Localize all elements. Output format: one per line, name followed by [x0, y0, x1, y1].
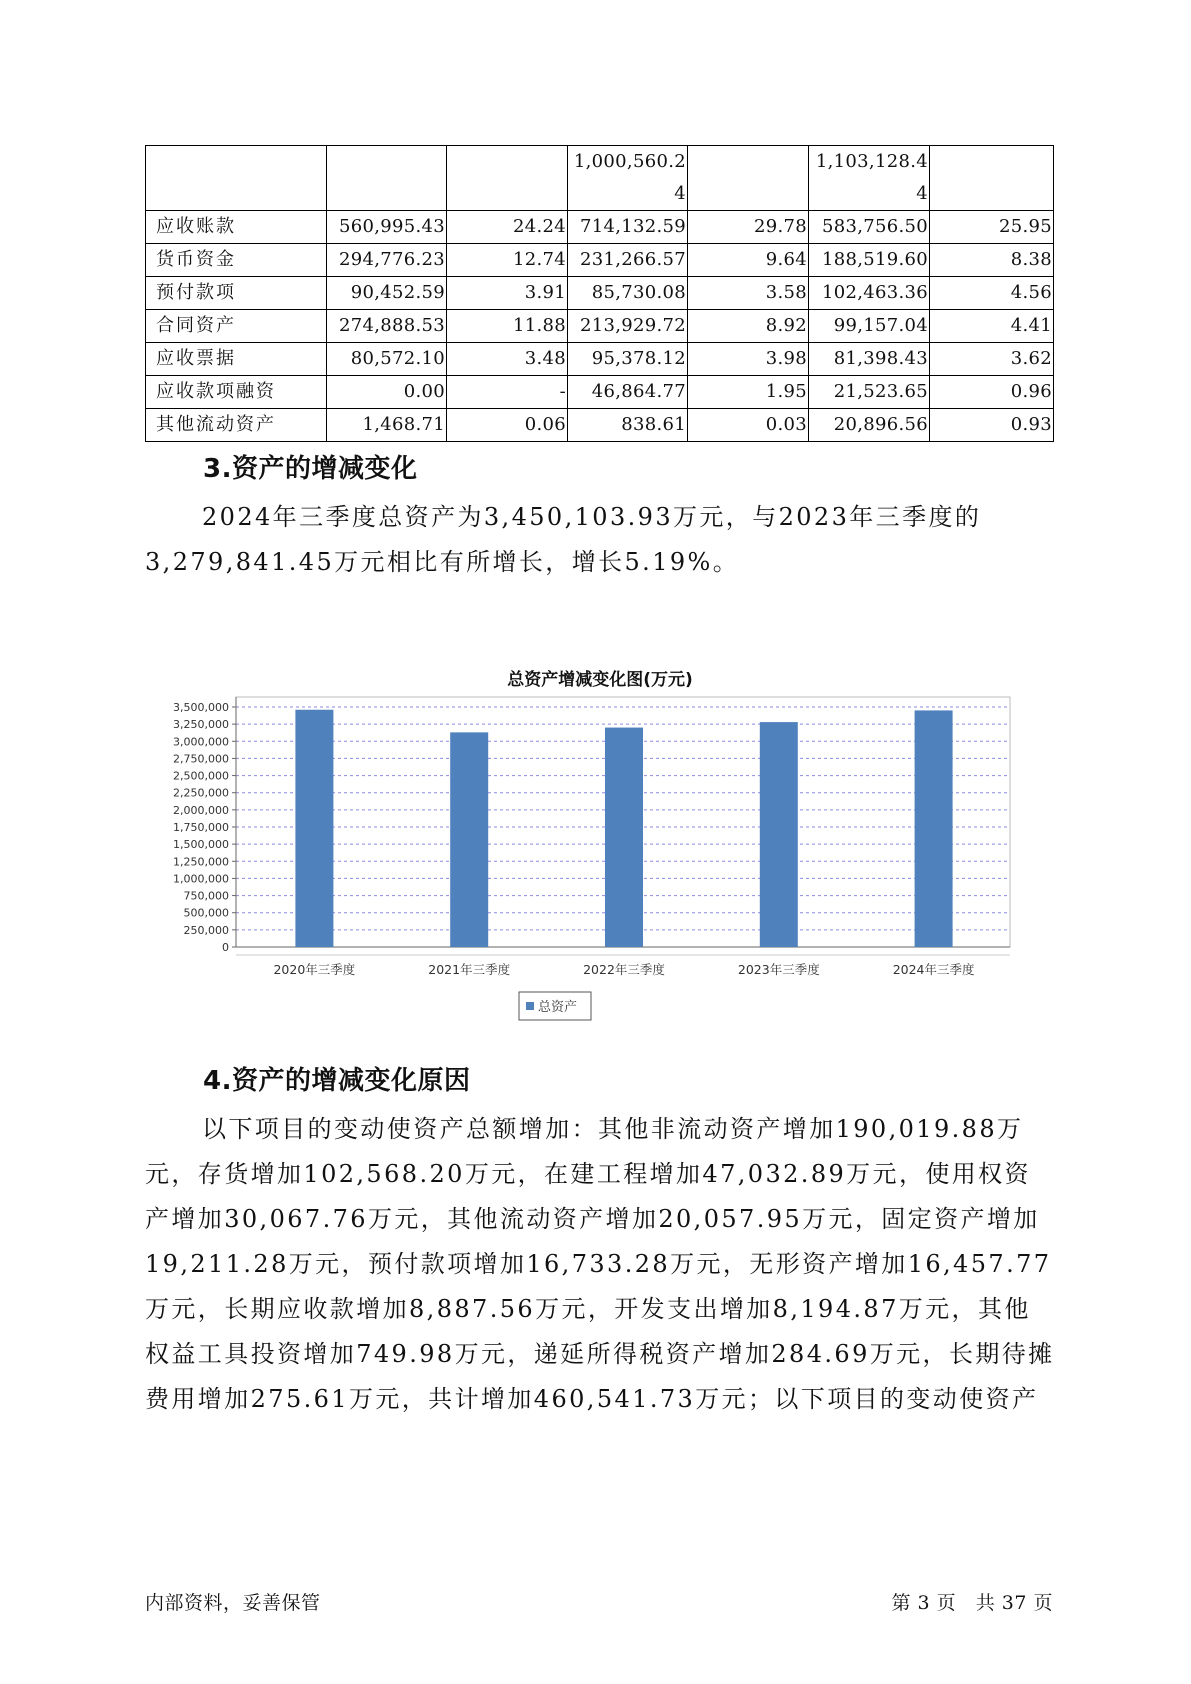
page-number: 第 3 页 共 37 页 — [891, 1592, 1053, 1614]
y-tick-label: 250,000 — [183, 923, 229, 937]
value-cell: 274,888.53 — [327, 310, 447, 343]
percent-cell: 8.92 — [688, 310, 809, 343]
table-row — [146, 343, 1054, 376]
legend-swatch — [526, 1002, 534, 1010]
y-tick-label: 2,500,000 — [173, 769, 229, 783]
row-label: 预付款项 — [146, 277, 327, 310]
value-cell: 46,864.77 — [568, 376, 688, 409]
percent-cell: 12.74 — [447, 244, 568, 277]
asset-table-body — [146, 146, 1054, 442]
x-tick-label: 2021年三季度 — [428, 962, 511, 977]
percent-cell: 0.03 — [688, 409, 809, 442]
percent-cell: 0.96 — [930, 376, 1054, 409]
wrapped-value: 1,000,560.24 — [573, 151, 686, 204]
section-paragraph: 2024年三季度总资产为3,450,103.93万元，与2023年三季度的3,279,841.45万元相比有所增长，增长5.19%。 — [145, 503, 982, 576]
row-label: 合同资产 — [146, 310, 327, 343]
chart-canvas — [145, 655, 1055, 1105]
section-heading: 3.资产的增减变化 — [203, 454, 418, 484]
percent-cell: 24.24 — [447, 211, 568, 244]
row-label: 货币资金 — [146, 244, 327, 277]
table-cell — [809, 146, 930, 211]
legend-label: 总资产 — [538, 1000, 578, 1015]
y-tick-label: 3,000,000 — [173, 735, 229, 749]
footer-left: 内部资料，妥善保管 — [145, 1592, 321, 1614]
y-tick-label: 2,000,000 — [173, 803, 229, 817]
y-tick-label: 3,250,000 — [173, 718, 229, 732]
bar — [450, 732, 488, 947]
row-label: 应收票据 — [146, 343, 327, 376]
value-cell: 838.61 — [568, 409, 688, 442]
wrapped-value: 1,103,128.44 — [815, 151, 928, 204]
y-tick-label: 2,750,000 — [173, 752, 229, 766]
y-tick-label: 1,000,000 — [173, 872, 229, 886]
y-tick-label: 500,000 — [183, 906, 229, 920]
value-cell: 213,929.72 — [568, 310, 688, 343]
value-cell: 90,452.59 — [327, 277, 447, 310]
percent-cell: 3.62 — [930, 343, 1054, 376]
row-label: 应收款项融资 — [146, 376, 327, 409]
value-cell: 294,776.23 — [327, 244, 447, 277]
percent-cell: 3.48 — [447, 343, 568, 376]
y-tick-label: 1,500,000 — [173, 838, 229, 852]
value-cell: 231,266.57 — [568, 244, 688, 277]
percent-cell: 29.78 — [688, 211, 809, 244]
table-row — [146, 310, 1054, 343]
row-label: 其他流动资产 — [146, 409, 327, 442]
asset-table — [145, 145, 1054, 442]
section-paragraph: 以下项目的变动使资产总额增加：其他非流动资产增加190,019.88万元，存货增加102,568.20万元，在建工程增加47,032.89万元，使用权资产增加30,067.76万元，其他流动资产增加20,057.95万元，固定资产增加19,211.28万元，预付款项增加16,733.28万元，无形资产增加16,457.77万元，长期应收款增加8,887.56万元，开发支出增加8,194.87万元，其他权益工具投资增加749.98万元，递延所得税资产增加284.69万元，长期待摊费用增加275.61万元，共计增加460,541.73万元；以下项目的变动使资产 — [145, 1115, 1055, 1413]
percent-cell: 3.98 — [688, 343, 809, 376]
table-row — [146, 376, 1054, 409]
y-tick-label: 2,250,000 — [173, 786, 229, 800]
bar — [605, 728, 643, 947]
x-tick-label: 2022年三季度 — [583, 962, 665, 977]
value-cell: 85,730.08 — [568, 277, 688, 310]
percent-cell: 25.95 — [930, 211, 1054, 244]
bar — [295, 710, 333, 947]
value-cell: 80,572.10 — [327, 343, 447, 376]
table-cell — [327, 146, 447, 211]
percent-cell: 4.41 — [930, 310, 1054, 343]
section-heading: 4.资产的增减变化原因 — [203, 1066, 471, 1096]
percent-cell: 9.64 — [688, 244, 809, 277]
table-row — [146, 211, 1054, 244]
bar — [760, 722, 798, 947]
percent-cell: - — [447, 376, 568, 409]
table-cell — [688, 146, 809, 211]
y-tick-label: 3,500,000 — [173, 701, 229, 714]
percent-cell: 0.93 — [930, 409, 1054, 442]
value-cell: 560,995.43 — [327, 211, 447, 244]
value-cell: 99,157.04 — [809, 310, 930, 343]
row-label: 应收账款 — [146, 211, 327, 244]
percent-cell: 1.95 — [688, 376, 809, 409]
table-row — [146, 244, 1054, 277]
bar — [915, 710, 953, 947]
value-cell: 714,132.59 — [568, 211, 688, 244]
value-cell: 0.00 — [327, 376, 447, 409]
table-cell — [146, 146, 327, 211]
y-tick-label: 0 — [222, 941, 229, 954]
table-row — [146, 409, 1054, 442]
table-row — [146, 277, 1054, 310]
value-cell: 95,378.12 — [568, 343, 688, 376]
percent-cell: 4.56 — [930, 277, 1054, 310]
value-cell: 20,896.56 — [809, 409, 930, 442]
percent-cell: 3.58 — [688, 277, 809, 310]
x-tick-label: 2024年三季度 — [892, 962, 975, 977]
y-tick-label: 750,000 — [183, 889, 229, 903]
bar-chart — [145, 655, 1055, 1105]
chart-title: 总资产增减变化图(万元) — [507, 670, 693, 690]
y-tick-label: 1,250,000 — [173, 855, 229, 869]
value-cell: 188,519.60 — [809, 244, 930, 277]
percent-cell: 0.06 — [447, 409, 568, 442]
value-cell: 1,468.71 — [327, 409, 447, 442]
table-row — [146, 146, 1054, 211]
percent-cell: 11.88 — [447, 310, 568, 343]
percent-cell: 8.38 — [930, 244, 1054, 277]
table-cell — [447, 146, 568, 211]
table-cell — [930, 146, 1054, 211]
value-cell: 81,398.43 — [809, 343, 930, 376]
y-tick-label: 1,750,000 — [173, 821, 229, 834]
x-tick-label: 2020年三季度 — [273, 962, 356, 977]
value-cell: 21,523.65 — [809, 376, 930, 409]
percent-cell: 3.91 — [447, 277, 568, 310]
value-cell: 583,756.50 — [809, 211, 930, 244]
table-cell — [568, 146, 688, 211]
x-tick-label: 2023年三季度 — [737, 962, 820, 977]
value-cell: 102,463.36 — [809, 277, 930, 310]
